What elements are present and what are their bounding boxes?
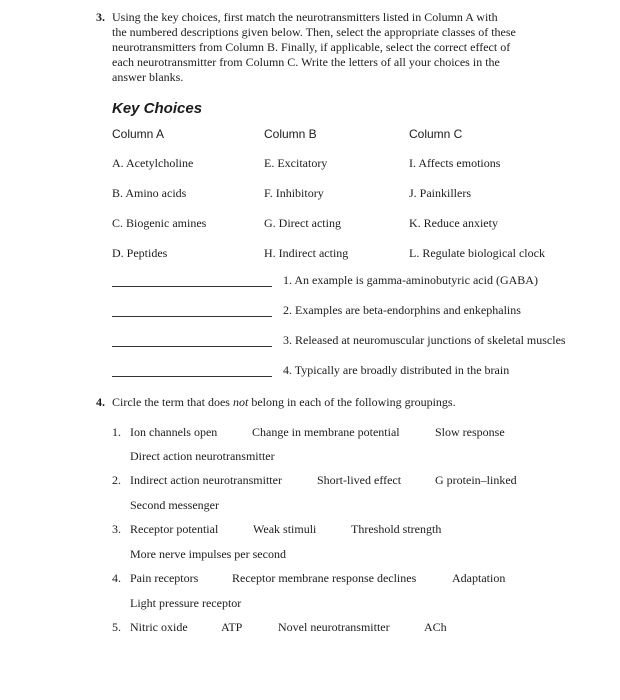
group-term[interactable]: Light pressure receptor <box>130 596 242 610</box>
group-3-number: 3. <box>112 522 121 536</box>
question-4-number: 4. <box>96 395 105 409</box>
group-term[interactable]: Threshold strength <box>351 522 442 536</box>
instruction-line: neurotransmitters from Column B. Finally, if applicable, select the correct effect of <box>112 40 511 54</box>
prompt-text: Circle the term that does <box>112 395 233 409</box>
group-term[interactable]: Adaptation <box>452 571 506 585</box>
column-c-item: I. Affects emotions <box>409 156 501 170</box>
column-a-header: Column A <box>112 127 165 141</box>
instruction-line: Using the key choices, first match the neurotransmitters listed in Column A with <box>112 10 498 24</box>
group-4-number: 4. <box>112 571 121 585</box>
column-b-header: Column B <box>264 127 317 141</box>
column-c-item: K. Reduce anxiety <box>409 216 498 230</box>
column-b-item: G. Direct acting <box>264 216 341 230</box>
description-4: 4. Typically are broadly distributed in the brain <box>283 363 510 377</box>
group-term[interactable]: Ion channels open <box>130 425 218 439</box>
group-term[interactable]: More nerve impulses per second <box>130 547 286 561</box>
description-1: 1. An example is gamma-aminobutyric acid (GABA) <box>283 273 538 287</box>
group-term[interactable]: Receptor potential <box>130 522 219 536</box>
prompt-text: belong in each of the following groupings. <box>248 395 456 409</box>
column-a-item: B. Amino acids <box>112 186 187 200</box>
column-b-item: H. Indirect acting <box>264 246 349 260</box>
group-term[interactable]: Slow response <box>435 425 505 439</box>
column-b-item: E. Excitatory <box>264 156 328 170</box>
group-5-number: 5. <box>112 620 121 634</box>
group-term[interactable]: Pain receptors <box>130 571 199 585</box>
instruction-line: each neurotransmitter from Column C. Write the letters of all your choices in the <box>112 55 500 69</box>
group-term[interactable]: Nitric oxide <box>130 620 188 634</box>
column-a-item: D. Peptides <box>112 246 168 260</box>
column-c-header: Column C <box>409 127 463 141</box>
question-3-instructions <box>112 10 532 85</box>
group-term[interactable]: Receptor membrane response declines <box>232 571 417 585</box>
answer-blank-3[interactable] <box>112 346 272 347</box>
instruction-line: answer blanks. <box>112 70 184 84</box>
prompt-emphasis: not <box>232 395 249 409</box>
group-2-number: 2. <box>112 473 121 487</box>
column-c-item: L. Regulate biological clock <box>409 246 545 260</box>
answer-blank-1[interactable] <box>112 286 272 287</box>
question-4-prompt <box>112 395 456 410</box>
group-term[interactable]: Weak stimuli <box>253 522 317 536</box>
group-term[interactable]: G protein–linked <box>435 473 517 487</box>
instruction-line: the numbered descriptions given below. Then, select the appropriate classes of these <box>112 25 516 39</box>
group-term[interactable]: Direct action neurotransmitter <box>130 449 275 463</box>
answer-blank-2[interactable] <box>112 316 272 317</box>
question-3-number: 3. <box>96 10 105 24</box>
column-b-item: F. Inhibitory <box>264 186 324 200</box>
description-2: 2. Examples are beta-endorphins and enkephalins <box>283 303 521 317</box>
column-c-item: J. Painkillers <box>409 186 471 200</box>
answer-blank-4[interactable] <box>112 376 272 377</box>
group-1-number: 1. <box>112 425 121 439</box>
key-choices-title: Key Choices <box>112 100 203 117</box>
group-term[interactable]: Short-lived effect <box>317 473 402 487</box>
group-term[interactable]: Indirect action neurotransmitter <box>130 473 282 487</box>
column-a-item: C. Biogenic amines <box>112 216 207 230</box>
description-3: 3. Released at neuromuscular junctions of skeletal muscles <box>283 333 566 347</box>
group-term[interactable]: Novel neurotransmitter <box>278 620 390 634</box>
column-a-item: A. Acetylcholine <box>112 156 194 170</box>
group-term[interactable]: Second messenger <box>130 498 219 512</box>
group-term[interactable]: ACh <box>424 620 447 634</box>
group-term[interactable]: ATP <box>221 620 243 634</box>
group-term[interactable]: Change in membrane potential <box>252 425 400 439</box>
